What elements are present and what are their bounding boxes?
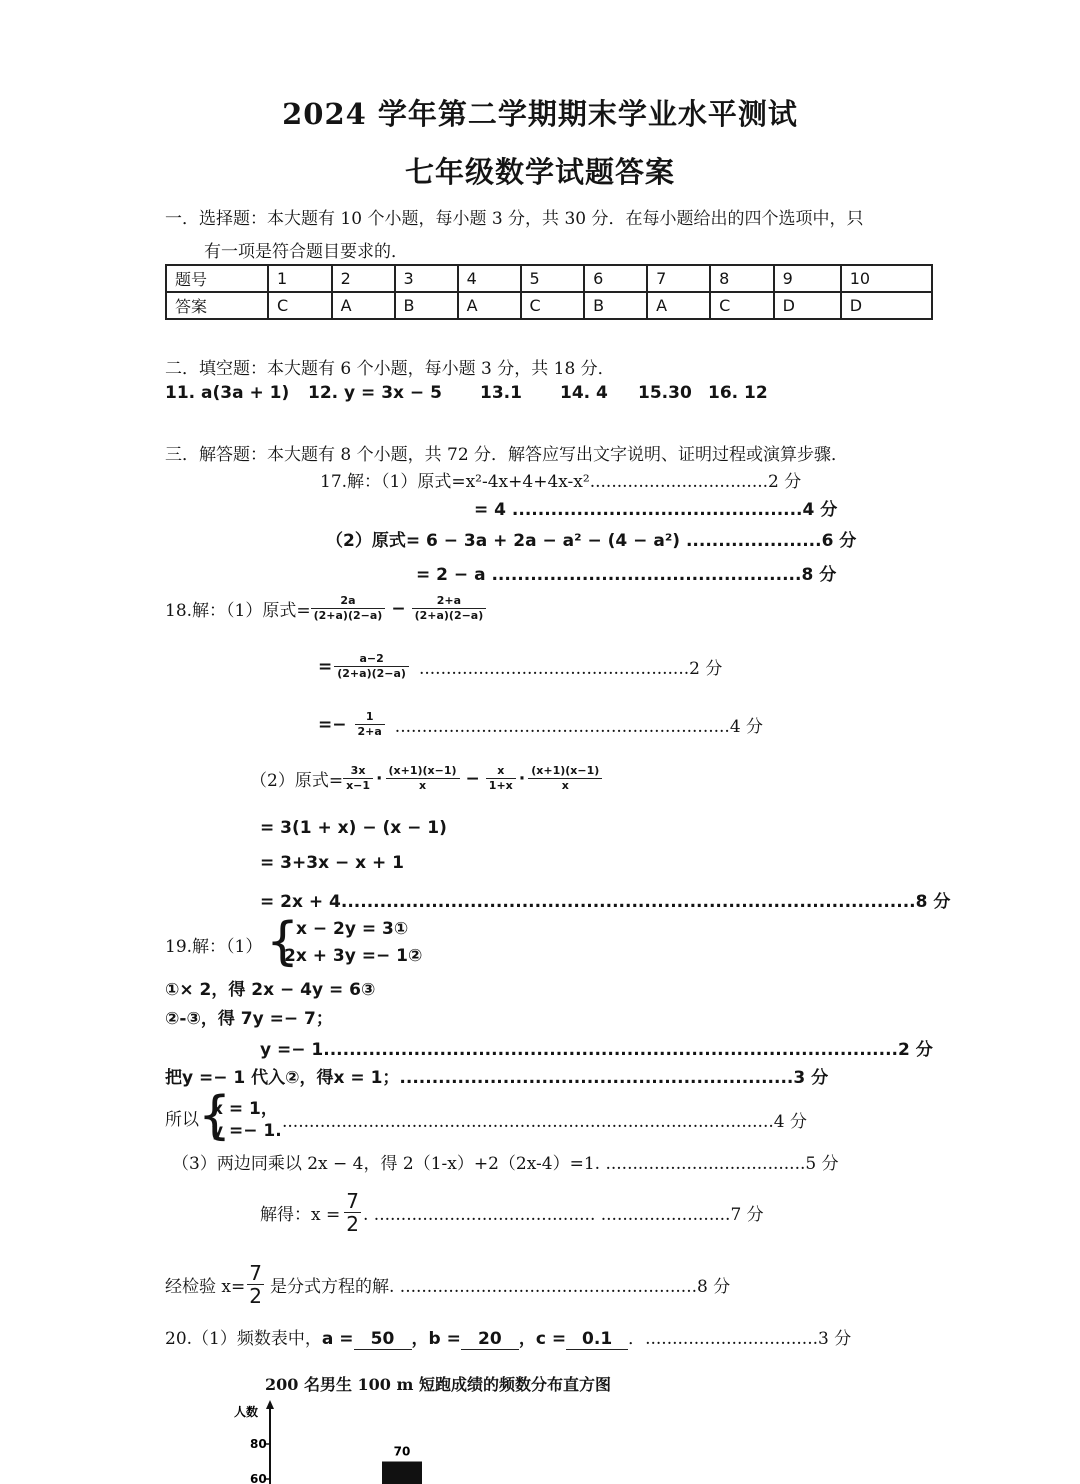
table-cell: 6: [584, 265, 647, 292]
section1-heading-cont: 有一项是符合题目要求的．: [204, 242, 408, 262]
numerator: 7: [346, 1189, 359, 1213]
brace-icon: {: [266, 912, 300, 972]
table-cell: 1: [268, 265, 332, 292]
c-label: ，c =: [518, 1329, 567, 1349]
fraction: [486, 764, 516, 793]
score-dots: ..............................................................4 分: [394, 717, 764, 737]
section2-heading: 二．填空题：本大题有 6 个小题，每小题 3 分，共 18 分．: [165, 359, 615, 379]
q20-line: [165, 1324, 851, 1350]
denominator: (2+a)(2−a): [337, 667, 406, 680]
q19-equation-2: 2x + 3y =− 1②: [284, 946, 423, 966]
fill-answer-16: 16. 12: [708, 383, 768, 403]
fraction: [355, 710, 385, 739]
q19-step2: ②-③，得 7y =− 7；: [165, 1009, 333, 1029]
check-label: 经检验 x=: [165, 1277, 246, 1297]
section1-heading: 一．选择题：本大题有 10 个小题，每小题 3 分，共 30 分．在每小题给出的四个选项中，只: [165, 209, 864, 229]
score-dots: ．................................3 分: [628, 1329, 852, 1349]
table-cell: 9: [774, 265, 841, 292]
table-cell: 7: [647, 265, 710, 292]
q19-step4: 把y =− 1 代入②，得x = 1；.............................................................3 分: [165, 1068, 829, 1088]
table-cell: C: [521, 292, 585, 319]
numerator: x: [486, 764, 516, 779]
c-value: 0.1: [566, 1329, 628, 1350]
q20-prefix: 20.（1）频数表中，: [165, 1329, 322, 1349]
numerator: a−2: [334, 652, 409, 667]
fraction: [343, 764, 373, 793]
solve-label: 解得：x =: [260, 1205, 341, 1225]
chart-title: 200 名男生 100 m 短跑成绩的频数分布直方图: [265, 1375, 612, 1394]
q19-check-line: [165, 1262, 730, 1307]
q17-line4: = 2 − a ................................................8 分: [416, 565, 837, 585]
q19-solution-x: x = 1，: [212, 1099, 278, 1119]
denominator: 2: [249, 1284, 262, 1308]
minus-sign: −: [465, 768, 480, 789]
table-cell: C: [268, 292, 332, 319]
table-cell-label: 题号: [166, 265, 268, 292]
fill-answer-14: 14. 4: [560, 383, 608, 403]
q18-step3: = 2x + 4.........................................................................................8 分: [260, 892, 951, 912]
page-title: 2024 学年第二学期期末学业水平测试: [282, 97, 798, 131]
y-tick-label: 80: [250, 1437, 267, 1451]
dot-sign: ·: [518, 768, 526, 789]
numerator: 3x: [343, 764, 373, 779]
table-cell: 5: [521, 265, 585, 292]
table-cell: 4: [458, 265, 521, 292]
denominator: 1+x: [488, 779, 513, 792]
table-cell-label: 答案: [166, 292, 268, 319]
y-axis-label: 人数: [234, 1405, 259, 1419]
brace-icon: {: [198, 1086, 232, 1146]
fill-answer-11: 11. a(3a + 1): [165, 383, 290, 403]
table-cell: 2: [332, 265, 395, 292]
a-label: a =: [321, 1329, 354, 1349]
table-cell: D: [841, 292, 932, 319]
score-dots: . ......................................... ........................7 分: [362, 1205, 764, 1225]
q18-label: 18.解：（1）原式=: [165, 601, 311, 621]
denominator: 2: [346, 1212, 359, 1236]
denominator: (2+a)(2−a): [313, 609, 383, 622]
b-label: ，b =: [411, 1329, 461, 1349]
answer-table: [165, 264, 933, 320]
fraction: [334, 652, 409, 681]
section3-heading: 三．解答题：本大题有 8 个小题，共 72 分．解答应写出文字说明、证明过程或演算步骤．: [165, 445, 849, 465]
table-cell: C: [710, 292, 774, 319]
denominator: x: [561, 779, 569, 792]
fraction: [386, 764, 460, 793]
histogram-bar: [382, 1462, 422, 1484]
fill-answer-15: 15.30: [638, 383, 692, 403]
equals-minus: =−: [318, 714, 347, 735]
table-cell: D: [774, 292, 841, 319]
page-subtitle: 七年级数学试题答案: [404, 155, 675, 189]
fraction: [528, 764, 602, 793]
dot-sign: ·: [376, 768, 383, 789]
numerator: 2a: [311, 594, 386, 609]
q19-so-label: 所以: [165, 1110, 199, 1130]
q18-step2: = 3+3x − x + 1: [260, 853, 404, 873]
q18-line3: [318, 710, 763, 739]
table-cell: 3: [395, 265, 458, 292]
q19-label: 19.解：（1）: [165, 937, 263, 957]
table-cell: A: [458, 292, 521, 319]
q18-line2: [318, 652, 722, 681]
b-value: 20: [461, 1329, 519, 1350]
q19-step3: y =− 1.........................................................................................2 分: [260, 1040, 933, 1060]
check-text: 是分式方程的解. .......................................................8 分: [269, 1277, 731, 1297]
histogram-chart: [220, 1398, 520, 1484]
q19-step1: ①× 2，得 2x − 4y = 6③: [165, 980, 376, 1000]
table-cell: 10: [841, 265, 932, 292]
q18-part2-label: （2）原式=: [250, 771, 344, 791]
q19-solution-y: y =− 1.: [212, 1121, 282, 1141]
numerator: 7: [249, 1261, 262, 1285]
table-row: [166, 292, 932, 319]
table-cell: A: [332, 292, 395, 319]
denominator: (2+a)(2−a): [414, 609, 484, 622]
q18-step1: = 3(1 + x) − (x − 1): [260, 818, 447, 838]
a-value: 50: [354, 1329, 412, 1350]
q17-line2: = 4 .............................................4 分: [474, 500, 838, 520]
y-tick-label: 60: [250, 1472, 267, 1484]
table-cell: B: [395, 292, 458, 319]
bar-value-label: 70: [393, 1444, 411, 1459]
q18-line1: [165, 594, 486, 623]
q18-part2: [250, 764, 602, 793]
fill-answer-12: 12. y = 3x − 5: [308, 383, 442, 403]
table-cell: A: [647, 292, 710, 319]
numerator: 1: [355, 710, 385, 725]
y-axis-arrow-icon: [266, 1400, 274, 1409]
q19-solve-line: [260, 1190, 764, 1235]
denominator: x−1: [346, 779, 371, 792]
q17-line1: 17.解：（1）原式=x²-4x+4+4x-x².................................2 分: [320, 472, 802, 492]
q19-equation-1: x − 2y = 3①: [296, 919, 409, 939]
fill-answer-13: 13.1: [480, 383, 522, 403]
fraction: [311, 594, 386, 623]
fraction: [247, 1262, 264, 1307]
table-row: [166, 265, 932, 292]
numerator: 2+a: [412, 594, 487, 609]
numerator: (x+1)(x−1): [528, 764, 602, 779]
score-dots: ...........................................................................................4 分: [282, 1112, 807, 1132]
numerator: (x+1)(x−1): [386, 764, 460, 779]
q19-part3: （3）两边同乘以 2x − 4，得 2（1-x）+2（2x-4）=1. .....................................5 分: [172, 1154, 839, 1174]
q17-line3: （2）原式= 6 − 3a + 2a − a² − (4 − a²) .....................6 分: [326, 531, 857, 551]
denominator: 2+a: [357, 725, 382, 738]
minus-sign: −: [391, 598, 406, 619]
fraction: [412, 594, 487, 623]
equals-sign: =: [318, 656, 333, 677]
score-dots: ..................................................2 分: [418, 659, 723, 679]
table-cell: B: [584, 292, 647, 319]
fraction: [344, 1190, 361, 1235]
table-cell: 8: [710, 265, 774, 292]
denominator: x: [418, 779, 427, 792]
